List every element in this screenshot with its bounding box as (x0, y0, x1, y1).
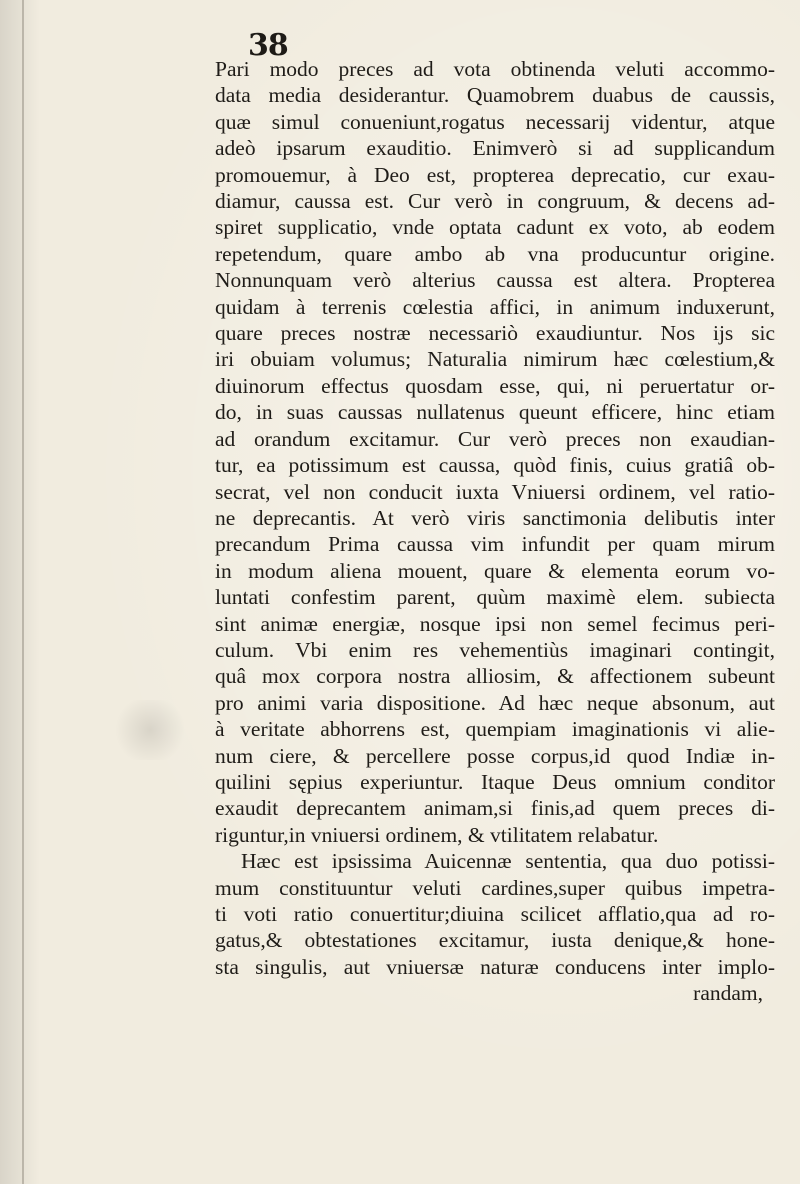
text-line: do, in suas caussas nullatenus queunt efficere, hinc etiam (215, 400, 775, 425)
text-line: quidam à terrenis cœlestia affici, in animum induxerunt, (215, 294, 775, 319)
page-number: 38 (248, 28, 288, 63)
text-line: spiret supplicatio, vnde optata cadunt ex voto, ab eodem (215, 215, 775, 240)
text-line: exaudit deprecantem animam,si finis,ad quem preces di- (215, 796, 775, 821)
text-line: secrat, vel non conducit iuxta Vniuersi ordinem, vel ratio- (215, 479, 775, 504)
text-line: Pari modo preces ad vota obtinenda veluti accommo- (215, 57, 775, 81)
text-line: à veritate abhorrens est, quempiam imaginationis vi alie- (215, 717, 775, 742)
text-line: data media desiderantur. Quamobrem duabus de caussis, (215, 83, 775, 108)
text-line: adeò ipsarum exauditio. Enimverò si ad supplicandum (215, 136, 775, 161)
ink-bleed-stain (110, 700, 190, 760)
text-line: quæ simul conueniunt,rogatus necessarij videntur, atque (215, 109, 775, 134)
text-line: pro animi varia dispositione. Ad hæc neque absonum, aut (215, 690, 775, 715)
binding-gutter (22, 0, 24, 1184)
text-line: in modum aliena mouent, quare & elementa eorum vo- (215, 558, 775, 583)
text-line: sint animæ energiæ, nosque ipsi non semel fecimus peri- (215, 611, 775, 636)
text-line: luntati confestim parent, quùm maximè elem. subiecta (215, 585, 775, 610)
text-line: riguntur,in vniuersi ordinem, & vtilitatem relabatur. (215, 822, 659, 847)
text-line: culum. Vbi enim res vehementiùs imaginari contingit, (215, 637, 775, 662)
text-line: ad orandum excitamur. Cur verò preces non exaudian- (215, 426, 775, 451)
text-line: num ciere, & percellere posse corpus,id quod Indiæ in- (215, 743, 775, 768)
text-line: ti voti ratio conuertitur;diuina scilicet afflatio,qua ad ro- (215, 902, 775, 926)
text-line: precandum Prima caussa vim infundit per quam mirum (215, 532, 775, 557)
text-line: repetendum, quare ambo ab vna producuntur origine. (215, 241, 775, 266)
text-line: quilini sępius experiuntur. Itaque Deus omnium conditor (215, 769, 775, 794)
text-line: diamur, caussa est. Cur verò in congruum, & decens ad- (215, 189, 775, 214)
text-line: diuinorum effectus quosdam esse, qui, ni peruertatur or- (215, 373, 775, 398)
text-line: promouemur, à Deo est, propterea deprecatio, cur exau- (215, 162, 775, 187)
text-line: quare preces nostræ necessariò exaudiuntur. Nos ijs sic (215, 321, 775, 346)
text-line: tur, ea potissimum est caussa, quòd finis, cuius gratiâ ob- (215, 453, 775, 478)
text-line: gatus,& obtestationes excitamur, iusta denique,& hone- (215, 928, 775, 953)
text-line: ne deprecantis. At verò viris sanctimonia delibutis inter (215, 505, 775, 530)
text-line: quâ mox corpora nostra alliosim, & affectionem subeunt (215, 664, 775, 689)
text-line: mum constituuntur veluti cardines,super quibus impetra- (215, 875, 775, 900)
catchword: randam, (693, 981, 763, 1006)
text-line: sta singulis, aut vniuersæ naturæ conducens inter implo- (215, 954, 775, 979)
text-line: iri obuiam volumus; Naturalia nimirum hæc cœlestium,& (215, 347, 775, 372)
body-text (215, 56, 775, 1007)
text-line: Hæc est ipsissima Auicennæ sententia, qua duo potissi- (241, 849, 775, 874)
text-line: Nonnunquam verò alterius caussa est altera. Propterea (215, 268, 775, 293)
